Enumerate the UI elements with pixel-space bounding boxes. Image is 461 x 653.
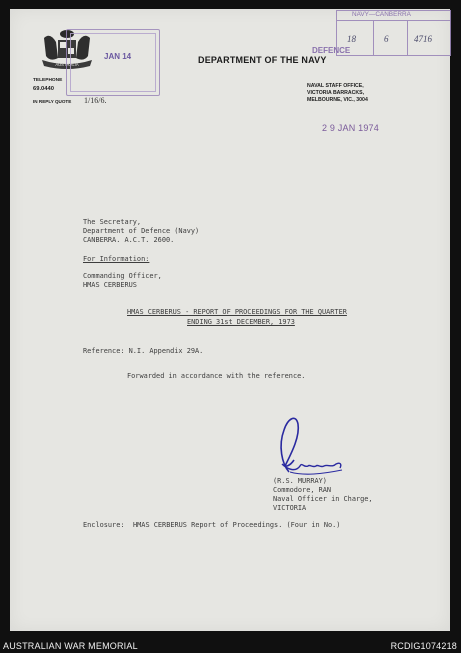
addressee-line: CANBERRA. A.C.T. 2600. <box>83 236 175 244</box>
archive-credit: AUSTRALIAN WAR MEMORIAL <box>3 641 138 651</box>
registry-stamp-dept: DEFENCE <box>312 46 351 55</box>
date-stamp: 2 9 JAN 1974 <box>322 123 379 133</box>
subject-line: HMAS CERBERUS - REPORT OF PROCEEDINGS FOR THE QUARTER <box>127 308 347 316</box>
received-stamp-date: JAN 14 <box>104 52 132 61</box>
signature-line: Commodore, RAN <box>273 486 332 494</box>
archive-id: RCDIG1074218 <box>390 641 457 651</box>
telephone-label: TELEPHONE <box>33 78 63 83</box>
addressee-line: The Secretary, <box>83 218 142 226</box>
svg-text:AUSTRALIA: AUSTRALIA <box>55 62 79 67</box>
signature-line: Naval Officer in Charge, <box>273 495 373 503</box>
registry-number: 4716 <box>414 34 432 44</box>
addressee-line: Department of Defence (Navy) <box>83 227 200 235</box>
telephone-number: 69.0440 <box>33 86 54 92</box>
reference-line: Reference: N.I. Appendix 29A. <box>83 347 204 355</box>
address-line: MELBOURNE, VIC., 3004 <box>307 97 368 103</box>
info-line: Commanding Officer, <box>83 272 162 280</box>
reply-quote-label: IN REPLY QUOTE <box>33 99 72 104</box>
address-line: VICTORIA BARRACKS, <box>307 90 365 96</box>
enclosure-text: HMAS CERBERUS Report of Proceedings. (Four in No.) <box>133 521 341 529</box>
enclosure-label: Enclosure: <box>83 521 125 529</box>
received-stamp <box>66 29 160 96</box>
info-line: HMAS CERBERUS <box>83 281 137 289</box>
registry-number: 6 <box>384 34 389 44</box>
signature-line: VICTORIA <box>273 504 307 512</box>
reply-quote-reference: 1/16/6. <box>84 96 107 105</box>
signature-line: (R.S. MURRAY) <box>273 477 327 485</box>
subject-line: ENDING 31st DECEMBER, 1973 <box>187 318 295 326</box>
address-line: NAVAL STAFF OFFICE, <box>307 83 364 89</box>
for-information-label: For Information: <box>83 255 150 263</box>
handwritten-signature <box>270 412 350 480</box>
registry-number: 18 <box>347 34 356 44</box>
registry-stamp-header: NAVY—CANBERRA <box>352 11 411 18</box>
forwarded-line: Forwarded in accordance with the reference. <box>127 372 306 380</box>
department-title: DEPARTMENT OF THE NAVY <box>198 55 327 65</box>
